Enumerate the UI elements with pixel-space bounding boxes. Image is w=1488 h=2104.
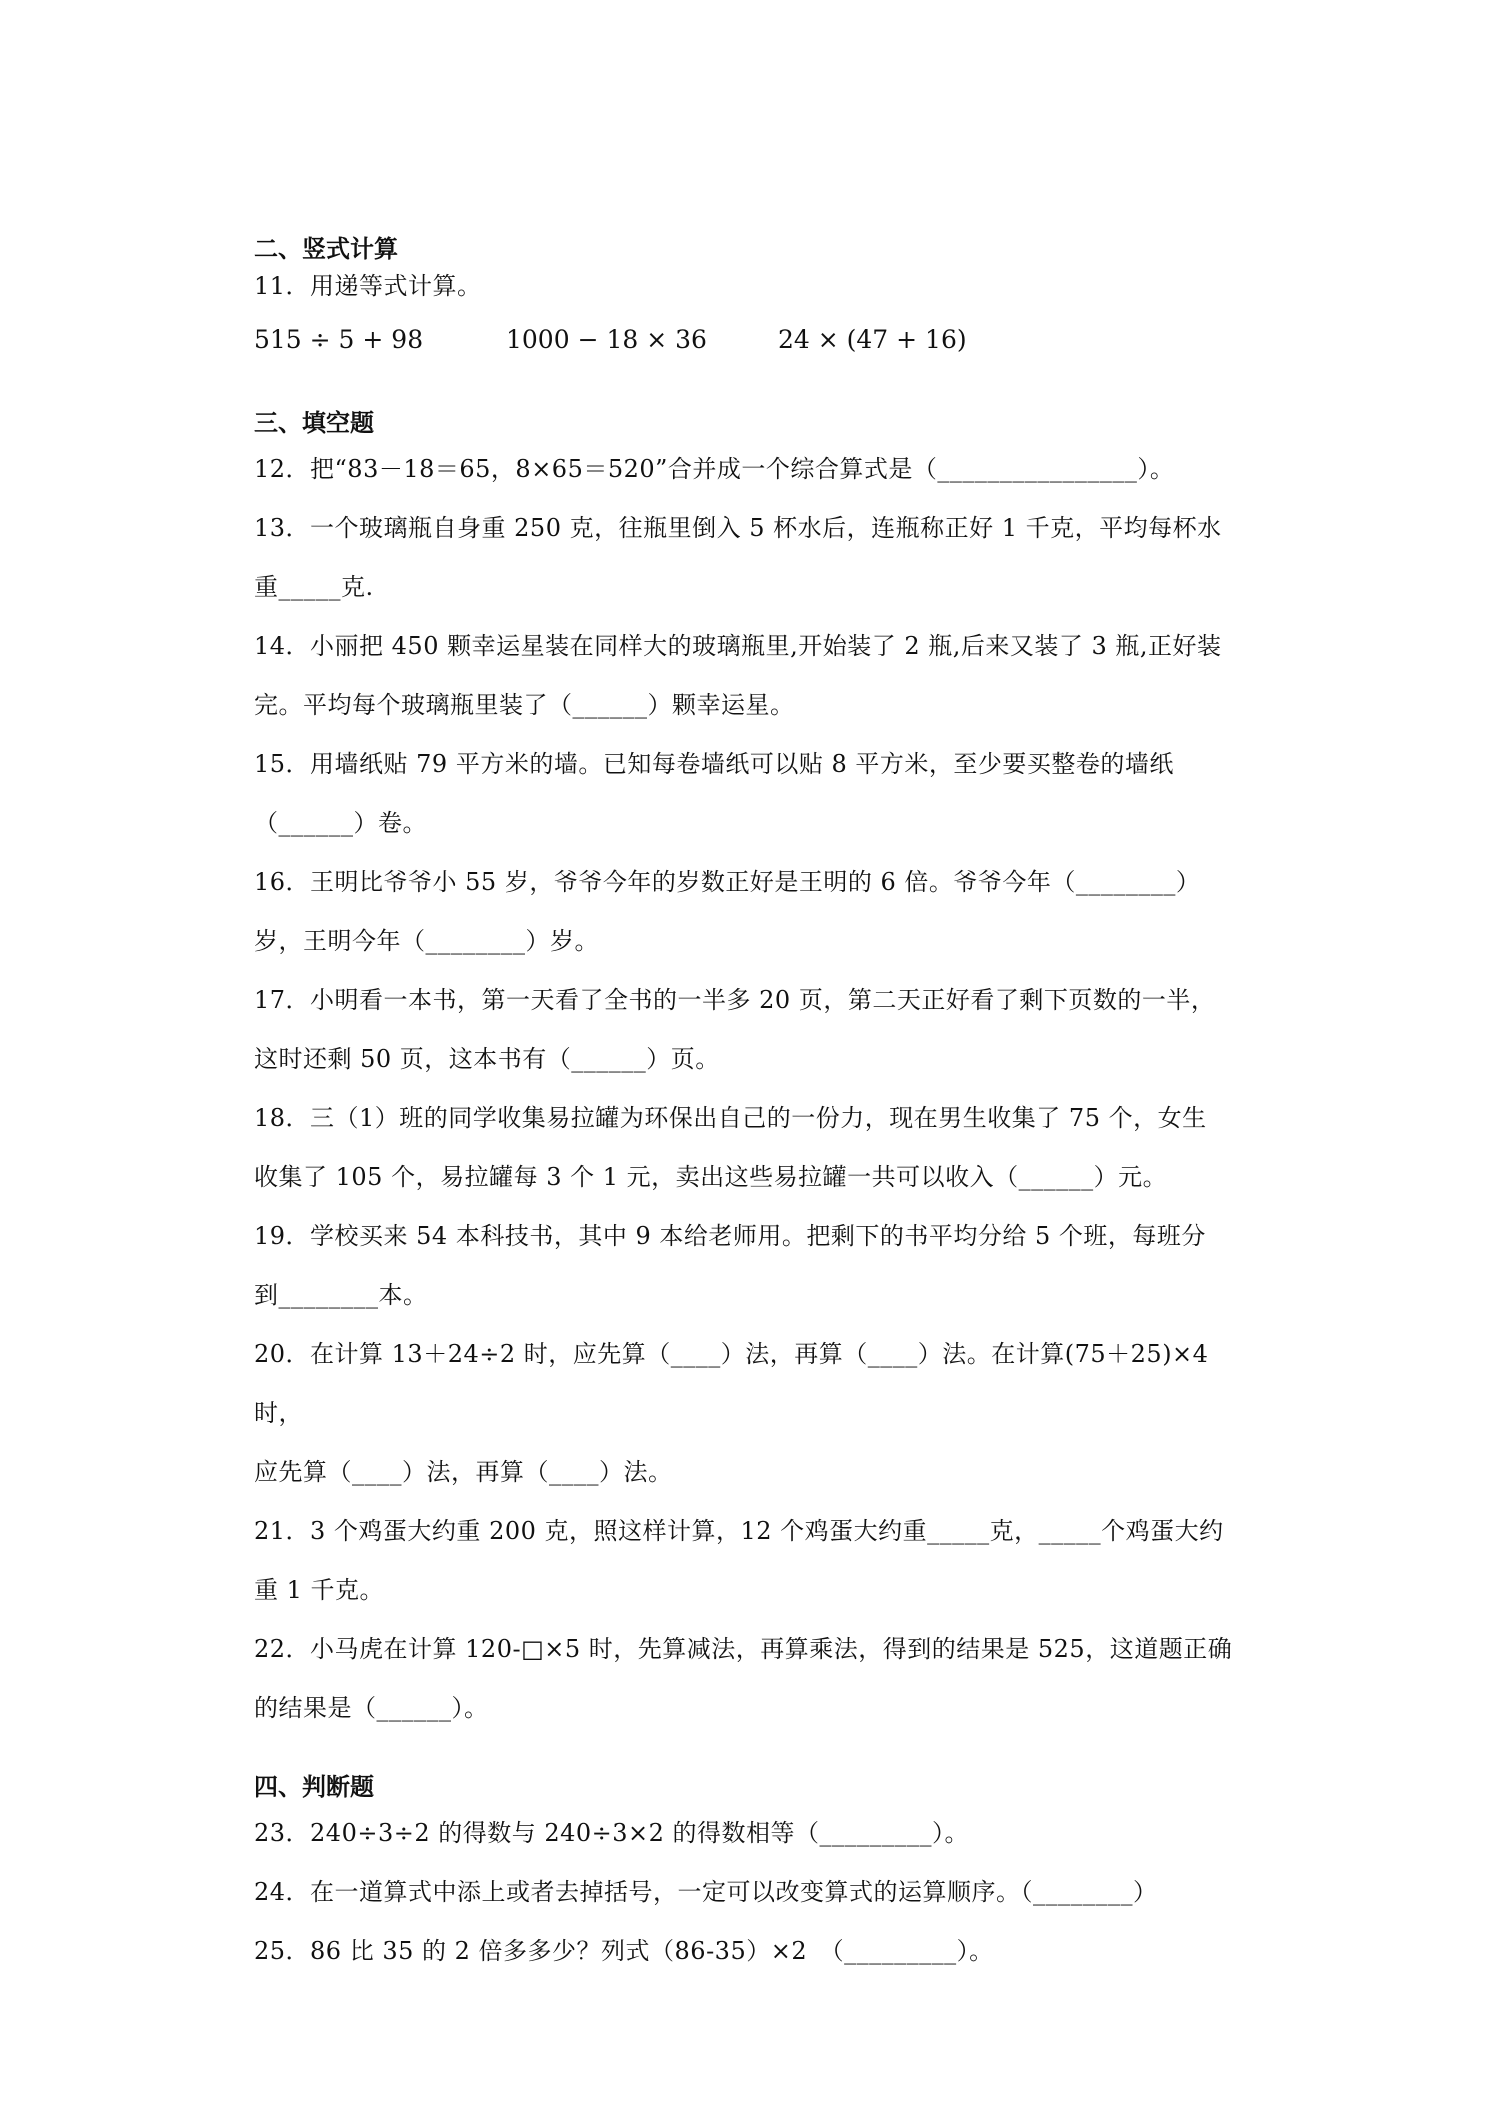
question-19-line-2: 到________本。 <box>254 1281 428 1309</box>
question-21-line-1: 21．3 个鸡蛋大约重 200 克，照这样计算，12 个鸡蛋大约重_____克，_____个鸡蛋大约 <box>254 1517 1224 1545</box>
fill-blank-questions <box>254 440 1248 1738</box>
true-false-questions <box>254 1804 1248 1981</box>
question-16-line-1: 16．王明比爷爷小 55 岁，爷爷今年的岁数正好是王明的 6 倍。爷爷今年（________） <box>254 868 1201 896</box>
question-11: 11．用递等式计算。 <box>254 272 482 300</box>
section-title-true-false: 四、判断题 <box>254 1773 374 1801</box>
question-18-line-1: 18．三（1）班的同学收集易拉罐为环保出自己的一份力，现在男生收集了 75 个，女生 <box>254 1104 1207 1132</box>
section-title-vertical-calc: 二、竖式计算 <box>254 235 398 263</box>
question-19-line-1: 19．学校买来 54 本科技书，其中 9 本给老师用。把剩下的书平均分给 5 个班，每班分 <box>254 1222 1206 1250</box>
question-25: 25．86 比 35 的 2 倍多多少？列式（86-35）×2 （_________）。 <box>254 1937 994 1965</box>
expression-1: 515 ÷ 5 + 98 <box>254 325 424 354</box>
section-spacer <box>254 1738 1248 1770</box>
question-20-line-2: 应先算（____）法，再算（____）法。 <box>254 1458 673 1486</box>
question-15-line-1: 15．用墙纸贴 79 平方米的墙。已知每卷墙纸可以贴 8 平方米，至少要买整卷的墙纸 <box>254 750 1174 778</box>
question-18-line-2: 收集了 105 个，易拉罐每 3 个 1 元，卖出这些易拉罐一共可以收入（______）元。 <box>254 1163 1168 1191</box>
question-14-line-1: 14．小丽把 450 颗幸运星装在同样大的玻璃瓶里,开始装了 2 瓶,后来又装了 3 瓶,正好装 <box>254 632 1222 660</box>
question-13-line-2: 重_____克. <box>254 573 374 601</box>
question-22-line-2: 的结果是（______）。 <box>254 1694 489 1722</box>
question-17-line-2: 这时还剩 50 页，这本书有（______）页。 <box>254 1045 720 1073</box>
question-15-line-2: （______）卷。 <box>254 809 427 837</box>
section-title-fill-blank: 三、填空题 <box>254 409 374 437</box>
question-20-line-1: 20．在计算 13＋24÷2 时，应先算（____）法，再算（____）法。在计算(75＋25)×4 时， <box>254 1340 1209 1427</box>
question-21-line-2: 重 1 千克。 <box>254 1576 385 1604</box>
question-22-line-1: 22．小马虎在计算 120-□×5 时，先算减法，再算乘法，得到的结果是 525，这道题正确 <box>254 1635 1233 1663</box>
question-12: 12．把“83－18＝65，8×65＝520”合并成一个综合算式是（________________）。 <box>254 455 1175 483</box>
expression-row <box>254 320 1248 360</box>
expression-3: 24 × (47 + 16) <box>778 325 967 354</box>
question-16-line-2: 岁，王明今年（________）岁。 <box>254 927 599 955</box>
question-13-line-1: 13．一个玻璃瓶自身重 250 克，往瓶里倒入 5 杯水后，连瓶称正好 1 千克，平均每杯水 <box>254 514 1222 542</box>
question-24: 24．在一道算式中添上或者去掉括号，一定可以改变算式的运算顺序。（________） <box>254 1878 1158 1906</box>
expression-2: 1000 − 18 × 36 <box>506 325 707 354</box>
question-23: 23．240÷3÷2 的得数与 240÷3×2 的得数相等（_________）。 <box>254 1819 970 1847</box>
question-17-line-1: 17．小明看一本书，第一天看了全书的一半多 20 页，第二天正好看了剩下页数的一半， <box>254 986 1216 1014</box>
worksheet-content <box>254 232 1248 1981</box>
question-14-line-2: 完。平均每个玻璃瓶里装了（______）颗幸运星。 <box>254 691 795 719</box>
